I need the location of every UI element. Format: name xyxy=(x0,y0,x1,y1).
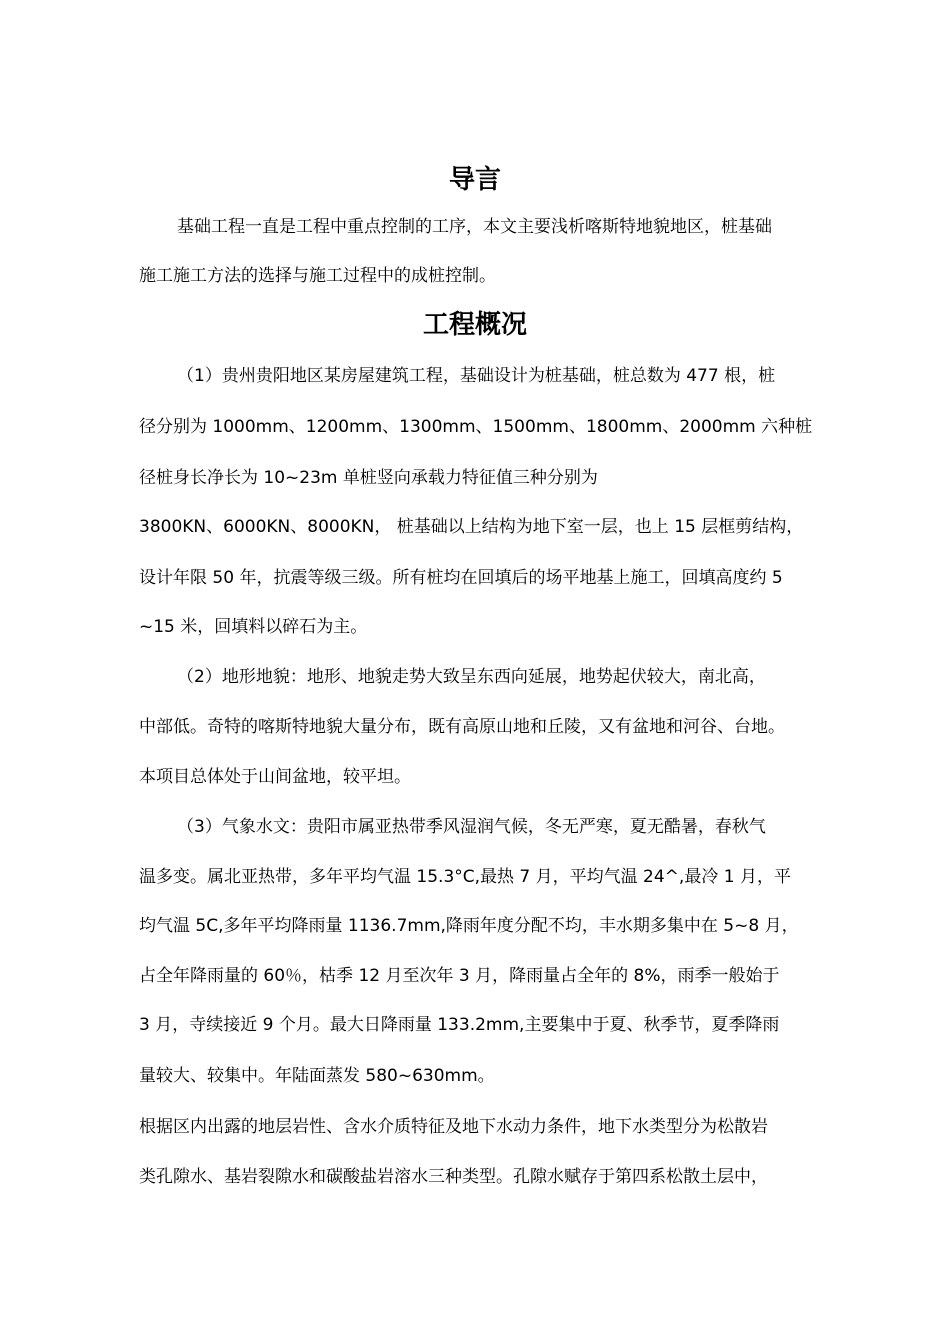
section4-line-2: 类孔隙水、基岩裂隙水和碳酸盐岩溶水三种类型。孔隙水赋存于第四系松散土层中， xyxy=(139,1167,768,1187)
section1-line-2: 径分别为 1000mm、1200mm、1300mm、1500mm、1800mm、2000mm 六种桩 xyxy=(139,417,813,437)
section1-line-4: 3800KN、6000KN、8000KN， 桩基础以上结构为地下室一层，也上 15 层框剪结构， xyxy=(139,517,804,537)
section2-line-2: 中部低。奇特的喀斯特地貌大量分布，既有高原山地和丘陵，又有盆地和河谷、台地。 xyxy=(139,717,785,737)
section3-line-2: 温多变。属北亚热带，多年平均气温 15.3°C,最热 7 月，平均气温 24^,最冷 1 月，平 xyxy=(139,867,791,887)
section3-line-5: 3 月，寺续接近 9 个月。最大日降雨量 133.2mm,主要集中于夏、秋季节，夏季降雨 xyxy=(139,1015,780,1035)
section1-line-1: （1）贵州贵阳地区某房屋建筑工程，基础设计为桩基础，桩总数为 477 根，桩 xyxy=(177,366,776,386)
section1-line-6: ~15 米，回填料以碎石为主。 xyxy=(139,617,368,637)
section3-line-4: 占全年降雨量的 60％，枯季 12 月至次年 3 月，降雨量占全年的 8%，雨季一般始于 xyxy=(139,966,780,986)
section4-line-1: 根据区内出露的地层岩性、含水介质特征及地下水动力条件，地下水类型分为松散岩 xyxy=(139,1117,768,1137)
intro-line-1: 基础工程一直是工程中重点控制的工序，本文主要浅析喀斯特地貌地区，桩基础 xyxy=(177,217,772,237)
section2-line-1: （2）地形地貌：地形、地貌走势大致呈东西向延展，地势起伏较大，南北高， xyxy=(177,667,766,687)
section3-line-6: 量较大、较集中。年陆面蒸发 580~630mm。 xyxy=(139,1066,495,1086)
heading-intro: 导言 xyxy=(448,165,501,195)
section1-line-5: 设计年限 50 年，抗震等级三级。所有桩均在回填后的场平地基上施工，回填高度约 5 xyxy=(139,568,783,588)
heading-overview: 工程概况 xyxy=(422,310,527,340)
section2-line-3: 本项目总体处于山间盆地，较平坦。 xyxy=(139,767,411,787)
section1-line-3: 径桩身长净长为 10~23m 单桩竖向承载力特征值三种分别为 xyxy=(139,468,598,488)
intro-line-2: 施工施工方法的选择与施工过程中的成桩控制。 xyxy=(139,266,496,286)
section3-line-3: 均气温 5C,多年平均降雨量 1136.7mm,降雨年度分配不均，丰水期多集中在 5~8 月， xyxy=(139,916,799,936)
section3-line-1: （3）气象水文：贵阳市属亚热带季风湿润气候，冬无严寒，夏无酷暑，春秋气 xyxy=(177,817,766,837)
